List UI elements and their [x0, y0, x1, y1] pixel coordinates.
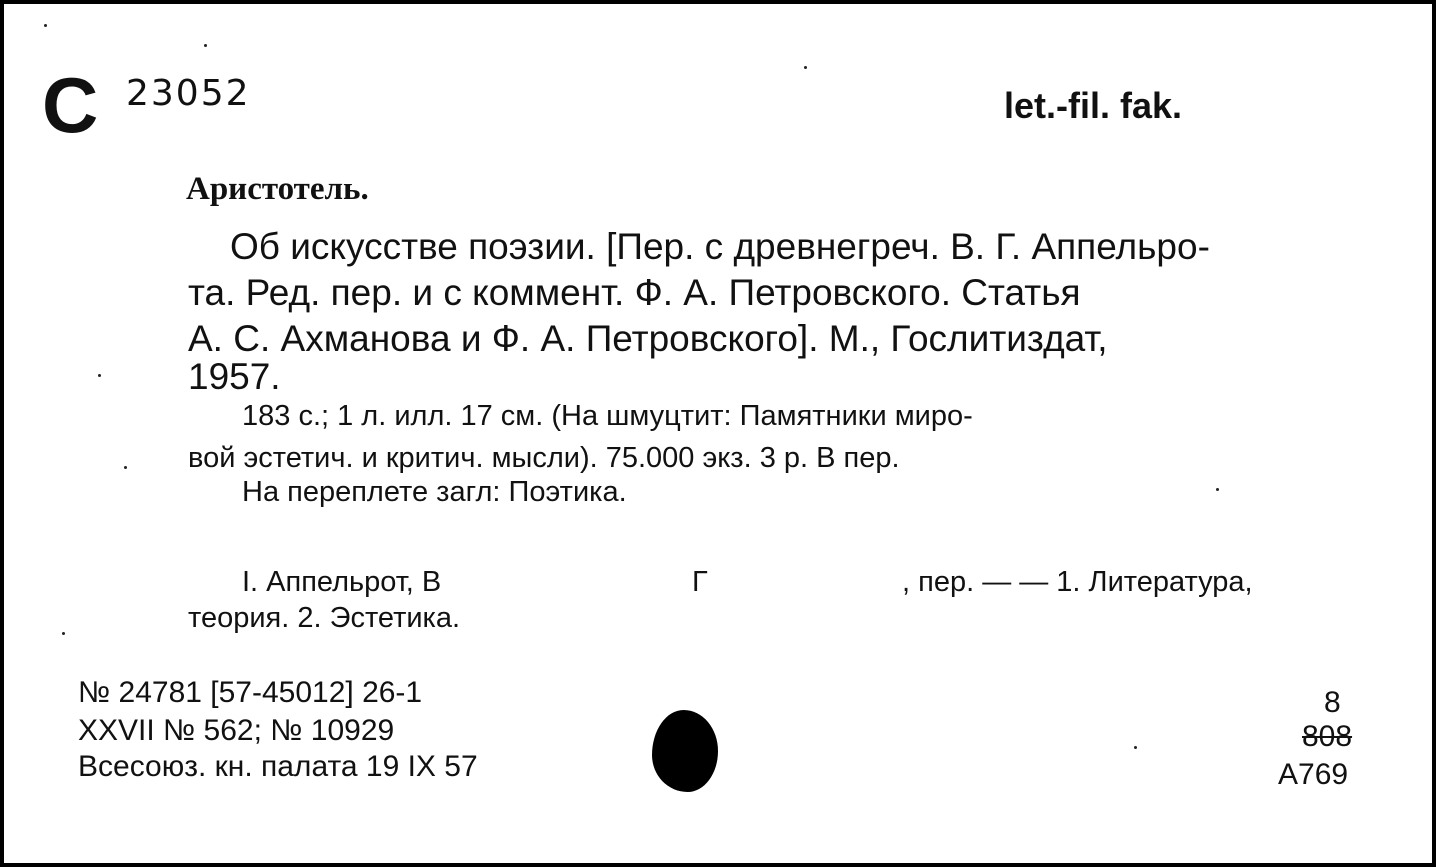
title-line: [188, 274, 1360, 311]
classification-struck: 808: [1302, 720, 1353, 753]
tracing-subjects: , пер. — — 1. Литература,: [902, 566, 1253, 598]
catalog-card: [4, 4, 1432, 863]
dust-speck: [804, 66, 807, 69]
shelf-letter: С: [42, 61, 99, 149]
dust-speck: [62, 632, 65, 635]
issuer-line: Всесоюз. кн. палата 19 IX 57: [78, 750, 478, 783]
title-line: А. С. Ахманова и Ф. А. Петровского]. М., Гослитиздат,: [188, 318, 1108, 359]
dust-speck: [1134, 746, 1137, 749]
title-line: Об искусстве поэзии. [Пер. с древнегреч. В. Г. Аппельро-: [230, 226, 1210, 267]
collation-line: 183 с.; 1 л. илл. 17 см. (На шмуцтит: Памятники миро-: [242, 400, 973, 432]
dust-speck: [124, 466, 127, 469]
tracing-subjects-cont: теория. 2. Эстетика.: [188, 602, 461, 634]
dust-speck: [1216, 488, 1219, 491]
author-heading: Аристотель.: [186, 171, 369, 207]
collation-line: вой эстетич. и критич. мысли). 75.000 экз. 3 р. В пер.: [188, 442, 900, 474]
dust-speck: [44, 24, 47, 27]
title-line-text: та. Ред. пер. и с коммент. Ф. А. Петровского. Статья: [188, 272, 1081, 313]
dust-speck: [98, 374, 101, 377]
faculty-stamp: let.-fil. fak.: [1004, 85, 1183, 126]
punch-hole: [652, 710, 718, 792]
dust-speck: [204, 44, 207, 47]
tracing-added-entry: I. Аппельрот, В: [242, 566, 442, 598]
author-code: А769: [1278, 758, 1349, 791]
title-line: 1957.: [188, 356, 281, 397]
classification-number: 8: [1324, 686, 1341, 719]
binding-note: На переплете загл: Поэтика.: [242, 476, 627, 508]
registration-number: № 24781 [57-45012] 26-1: [78, 676, 423, 709]
shelf-number: 23052: [126, 73, 251, 114]
registration-number: XXVII № 562; № 10929: [78, 714, 395, 747]
tracing-initial: Г: [692, 566, 708, 598]
